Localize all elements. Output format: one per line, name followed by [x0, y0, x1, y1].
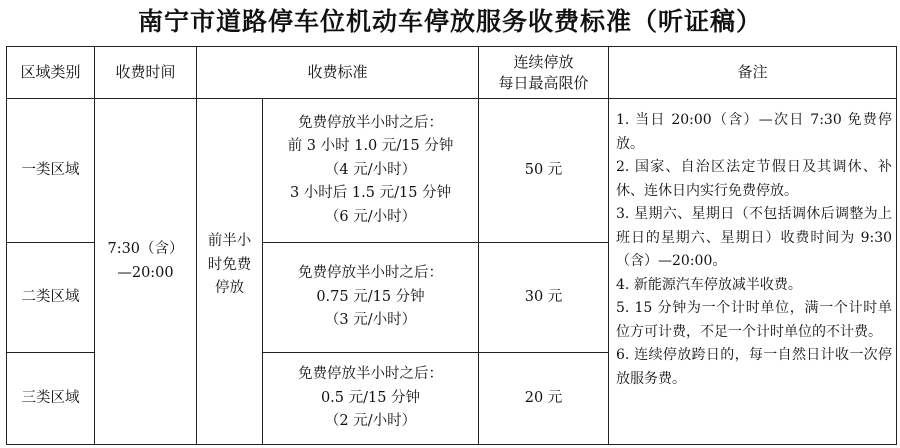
header-max-price-line2: 每日最高限价 [498, 73, 589, 92]
header-max-price [479, 47, 609, 99]
standard-line: 免费停放半小时之后： [298, 265, 443, 282]
region-cell: 三类区域 [7, 353, 95, 445]
page-title: 南宁市道路停车位机动车停放服务收费标准（听证稿） [137, 7, 762, 36]
free-period-line1: 前半小 [207, 233, 252, 250]
standard-line: 3 小时后 1.5 元/15 分钟 [289, 185, 452, 202]
header-notes: 备注 [609, 47, 897, 99]
standard-cell [263, 243, 479, 353]
note-item: 6. 连续停放跨日的，每一自然日计收一次停放服务费。 [616, 347, 893, 387]
standard-line: （3 元/小时） [324, 312, 417, 329]
standard-line: 0.5 元/15 分钟 [320, 389, 421, 406]
standard-cell [263, 353, 479, 445]
standard-line: （2 元/小时） [324, 413, 417, 430]
header-standard: 收费标准 [197, 47, 479, 99]
header-region: 区域类别 [7, 47, 95, 99]
header-max-price-line1: 连续停放 [513, 52, 574, 71]
max-price-cell: 30 元 [479, 243, 609, 353]
region-cell: 二类区域 [7, 243, 95, 353]
free-period-line3: 停放 [215, 280, 244, 297]
standard-line: 免费停放半小时之后： [298, 366, 443, 383]
note-item: 4. 新能源汽车停放减半收费。 [616, 276, 802, 293]
charge-time-line2: —20:00 [117, 264, 174, 281]
standard-line: 免费停放半小时之后： [298, 114, 443, 131]
note-item: 2. 国家、自治区法定节假日及其调休、补休、连休日内实行免费停放。 [616, 159, 893, 199]
standard-line: 0.75 元/15 分钟 [316, 288, 425, 305]
max-price-cell: 20 元 [479, 353, 609, 445]
fee-table [6, 46, 897, 445]
standard-line: （4 元/小时） [324, 161, 417, 178]
free-period-cell [197, 99, 263, 445]
max-price-cell: 50 元 [479, 99, 609, 243]
region-cell: 一类区域 [7, 99, 95, 243]
standard-cell [263, 99, 479, 243]
note-item: 1. 当日 20:00（含）—次日 7:30 免费停放。 [616, 112, 893, 152]
note-item: 5. 15 分钟为一个计时单位，满一个计时单位方可计费，不足一个计时单位的不计费。 [616, 300, 893, 340]
charge-time-line1: 7:30（含） [107, 241, 184, 257]
free-period-line2: 时免费 [207, 256, 252, 273]
header-row [7, 47, 897, 99]
standard-line: （6 元/小时） [324, 208, 417, 225]
note-item: 3. 星期六、星期日（不包括调休后调整为上班日的星期六、星期日）收费时间为 9:30（含）—20:00。 [616, 206, 893, 269]
standard-line: 前 3 小时 1.0 元/15 分钟 [287, 138, 454, 155]
table-row [7, 99, 897, 243]
header-time: 收费时间 [95, 47, 197, 99]
notes-cell [609, 99, 897, 445]
charge-time-cell [95, 99, 197, 445]
